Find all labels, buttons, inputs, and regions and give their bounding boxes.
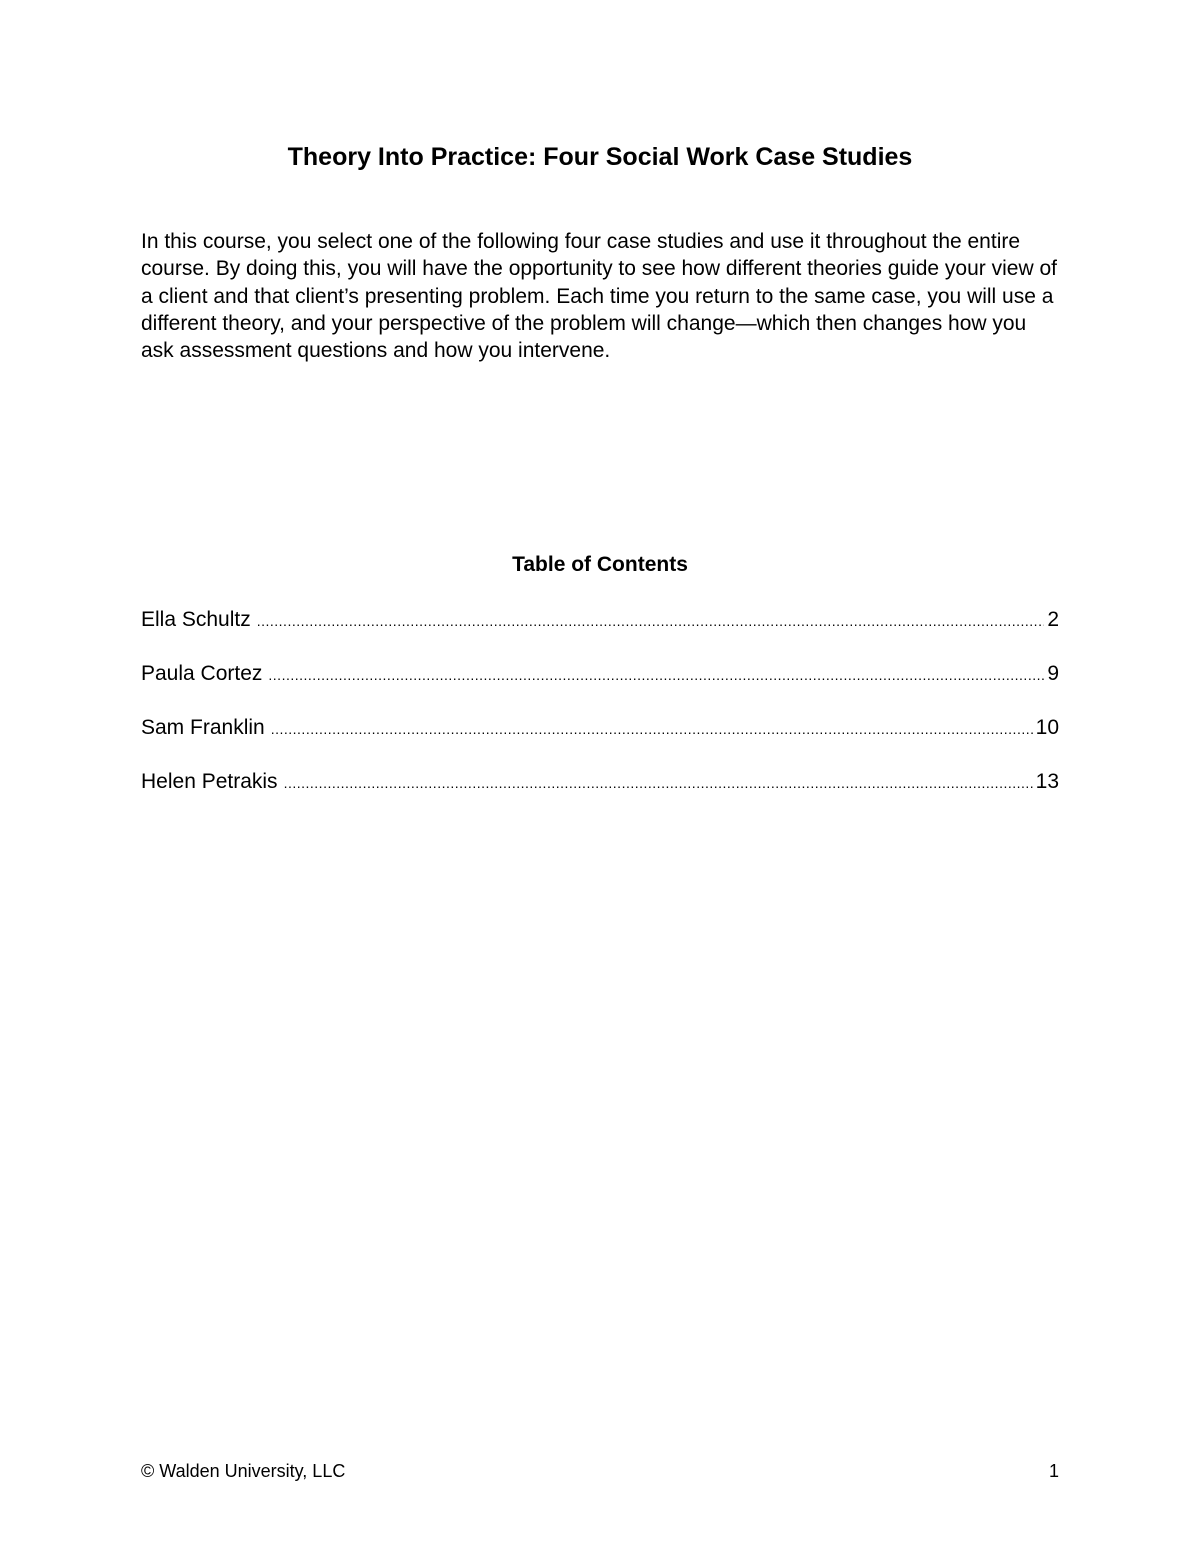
- toc-entry-ella-schultz[interactable]: [141, 606, 1059, 634]
- footer-copyright: © Walden University, LLC: [141, 1461, 346, 1481]
- toc-entry-page: 9: [1047, 662, 1059, 685]
- table-of-contents: [141, 606, 1059, 822]
- intro-paragraph: In this course, you select one of the following four case studies and use it throughout the entire course. By doing this, you will have the opportunity to see how different theories guide your view of a client and that client’s presenting problem. Each time you return to the same case, you will use a different theory, and your perspective of the problem will change—which then changes how you ask assessment questions and how you intervene.: [141, 230, 1057, 363]
- toc-entry-page: 10: [1035, 716, 1059, 739]
- toc-heading: Table of Contents: [512, 553, 688, 576]
- toc-entry-name: Ella Schultz: [141, 608, 251, 631]
- toc-entry-name: Paula Cortez: [141, 662, 263, 685]
- page-title: Theory Into Practice: Four Social Work Case Studies: [287, 143, 913, 171]
- toc-dot-leader: [284, 769, 1033, 797]
- footer-page-number: 1: [1048, 1461, 1059, 1481]
- toc-entry-page: 2: [1047, 608, 1059, 631]
- toc-dot-leader: [257, 607, 1045, 635]
- toc-dot-leader: [271, 715, 1033, 743]
- toc-entry-name: Sam Franklin: [141, 716, 265, 739]
- toc-entry-helen-petrakis[interactable]: [141, 768, 1059, 796]
- toc-dot-leader: [268, 661, 1044, 689]
- toc-entry-sam-franklin[interactable]: [141, 714, 1059, 742]
- toc-entry-paula-cortez[interactable]: [141, 660, 1059, 688]
- toc-entry-page: 13: [1035, 770, 1059, 793]
- toc-entry-name: Helen Petrakis: [141, 770, 278, 793]
